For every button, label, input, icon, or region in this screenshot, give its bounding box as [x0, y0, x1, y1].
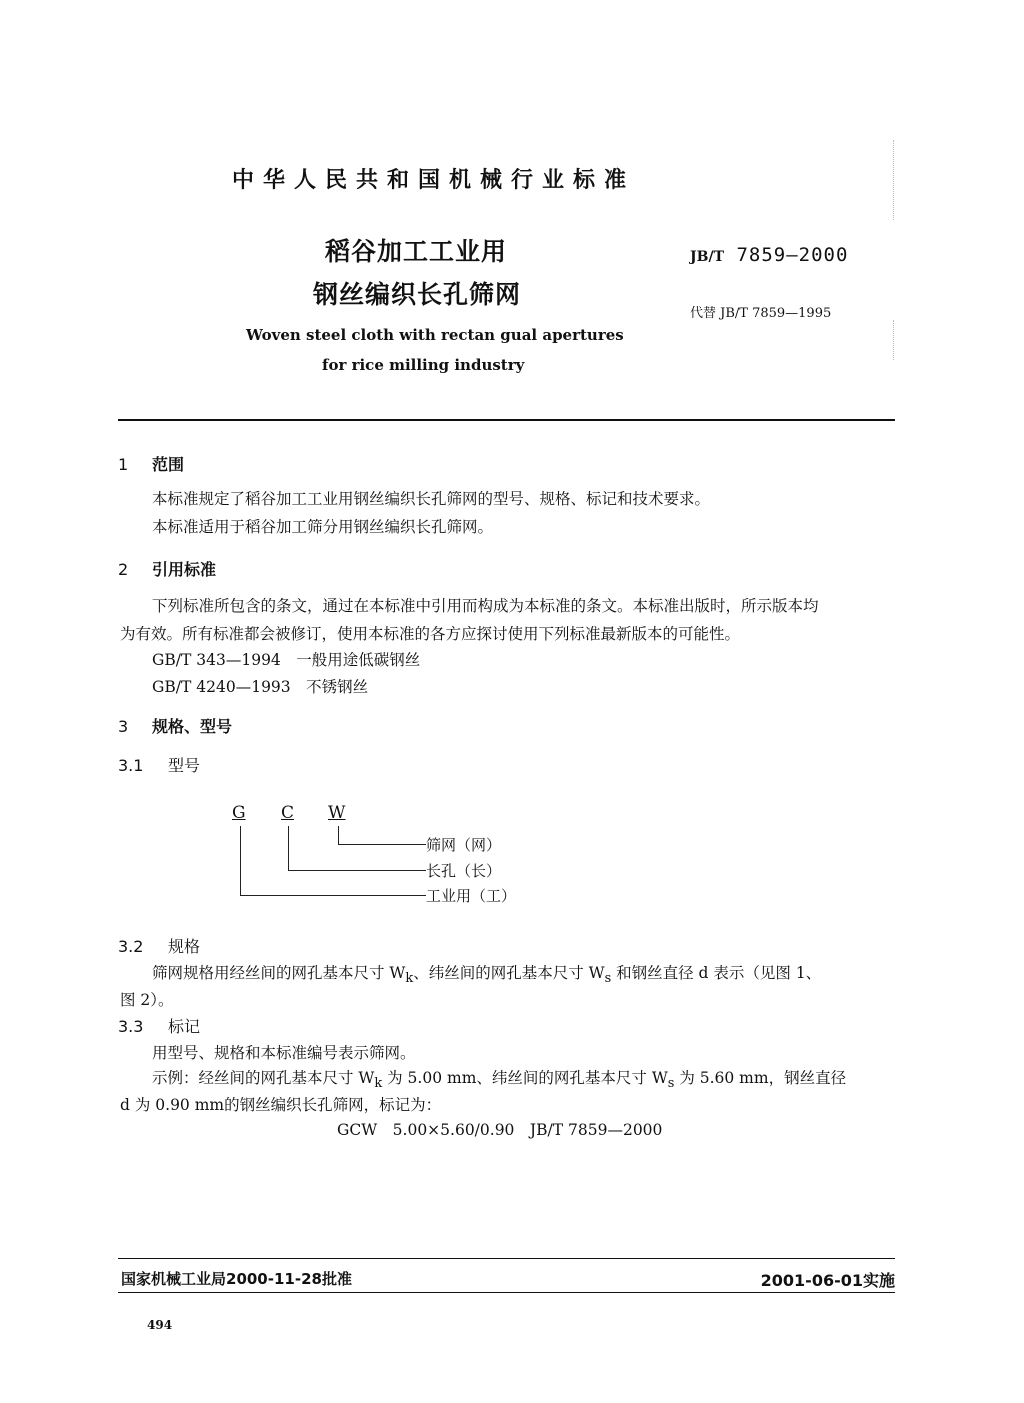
label-w: 筛网（网）: [426, 836, 502, 854]
letter-w: W: [328, 803, 346, 823]
text-fragment: 示例：经丝间的网孔基本尺寸 W: [152, 1069, 375, 1087]
reference-2: GB/T 4240—1993 不锈钢丝: [152, 678, 369, 696]
text-fragment: 为 5.00 mm、纬丝间的网孔基本尺寸 W: [382, 1069, 668, 1087]
text-fragment: 、纬丝间的网孔基本尺寸 W: [413, 964, 605, 982]
section-3-2-heading: [118, 934, 200, 957]
section-title: 范围: [152, 455, 185, 474]
section-3-3-heading: [118, 1014, 200, 1037]
standard-number-value: 7859—2000: [736, 244, 849, 266]
replaces-standard: 代替 JB/T 7859—1995: [690, 306, 832, 321]
section-title: 规格: [168, 937, 201, 956]
title-cn-line1: 稻谷加工工业用: [325, 237, 508, 266]
label-g: 工业用（工）: [426, 887, 517, 905]
standard-category: 中华人民共和国机械行业标准: [232, 168, 636, 193]
label-c: 长孔（长）: [426, 862, 502, 880]
letter-c: C: [281, 803, 295, 823]
page-number: 494: [147, 1318, 173, 1332]
section-3-3-para-1: 用型号、规格和本标准编号表示筛网。: [152, 1044, 416, 1062]
reference-1: GB/T 343—1994 一般用途低碳钢丝: [152, 651, 421, 669]
section-2-heading: [118, 557, 216, 580]
letter-g: G: [232, 803, 246, 823]
section-1-para-2: 本标准适用于稻谷加工筛分用钢丝编织长孔筛网。: [152, 518, 494, 536]
subscript: k: [405, 971, 414, 987]
title-cn-line2: 钢丝编织长孔筛网: [313, 280, 522, 309]
connector-c-horizontal: [288, 870, 426, 871]
section-title: 引用标准: [152, 560, 217, 579]
section-3-2-para-1: [152, 961, 821, 986]
standard-prefix: JB/T: [690, 249, 724, 265]
section-2-para-1a: 下列标准所包含的条文，通过在本标准中引用而构成为本标准的条文。本标准出版时，所示版本均: [152, 597, 819, 615]
section-title: 型号: [168, 756, 201, 775]
section-1-para-1: 本标准规定了稻谷加工工业用钢丝编织长孔筛网的型号、规格、标记和技术要求。: [152, 490, 711, 508]
section-title: 规格、型号: [152, 717, 233, 736]
header-rule: [118, 419, 895, 421]
section-3-heading: [118, 714, 232, 737]
connector-c-vertical: [288, 826, 289, 870]
section-number: 1: [118, 455, 129, 474]
section-number: 2: [118, 560, 129, 579]
subscript: s: [604, 971, 612, 987]
section-number: 3.2: [118, 937, 144, 956]
title-en-line2: for rice milling industry: [322, 356, 525, 374]
text-fragment: 筛网规格用经丝间的网孔基本尺寸 W: [152, 964, 406, 982]
connector-g-vertical: [240, 826, 241, 895]
connector-g-horizontal: [240, 895, 426, 896]
section-3-3-example: [152, 1066, 846, 1091]
example-marking: GCW 5.00×5.60/0.90 JB/T 7859—2000: [337, 1121, 663, 1139]
section-number: 3.3: [118, 1017, 144, 1036]
title-en-line1: Woven steel cloth with rectan gual apertures: [246, 326, 624, 344]
section-2-para-1b: 为有效。所有标准都会被修订，使用本标准的各方应探讨使用下列标准最新版本的可能性。: [120, 625, 741, 643]
text-fragment: 为 5.60 mm，钢丝直径: [674, 1069, 847, 1087]
footer-rule-bottom: [118, 1292, 895, 1293]
scan-mark: [893, 140, 894, 220]
connector-w-vertical: [338, 826, 339, 844]
standard-number: [690, 244, 848, 266]
subscript: k: [374, 1076, 383, 1092]
section-3-2-para-2: 图 2）。: [120, 991, 174, 1009]
connector-w-horizontal: [338, 844, 426, 845]
section-1-heading: [118, 452, 184, 475]
scan-mark: [893, 320, 894, 360]
footer-effective-date: 2001-06-01实施: [760, 1271, 895, 1290]
section-3-1-heading: [118, 753, 200, 776]
section-title: 标记: [168, 1017, 201, 1036]
footer-issuer: 国家机械工业局2000-11-28批准: [121, 1270, 352, 1288]
text-fragment: 和钢丝直径 d 表示（见图 1、: [611, 964, 822, 982]
subscript: s: [667, 1076, 675, 1092]
section-3-3-example-cont: d 为 0.90 mm的钢丝编织长孔筛网，标记为：: [120, 1096, 442, 1114]
section-number: 3.1: [118, 756, 144, 775]
section-number: 3: [118, 717, 129, 736]
footer-rule: [118, 1258, 895, 1259]
